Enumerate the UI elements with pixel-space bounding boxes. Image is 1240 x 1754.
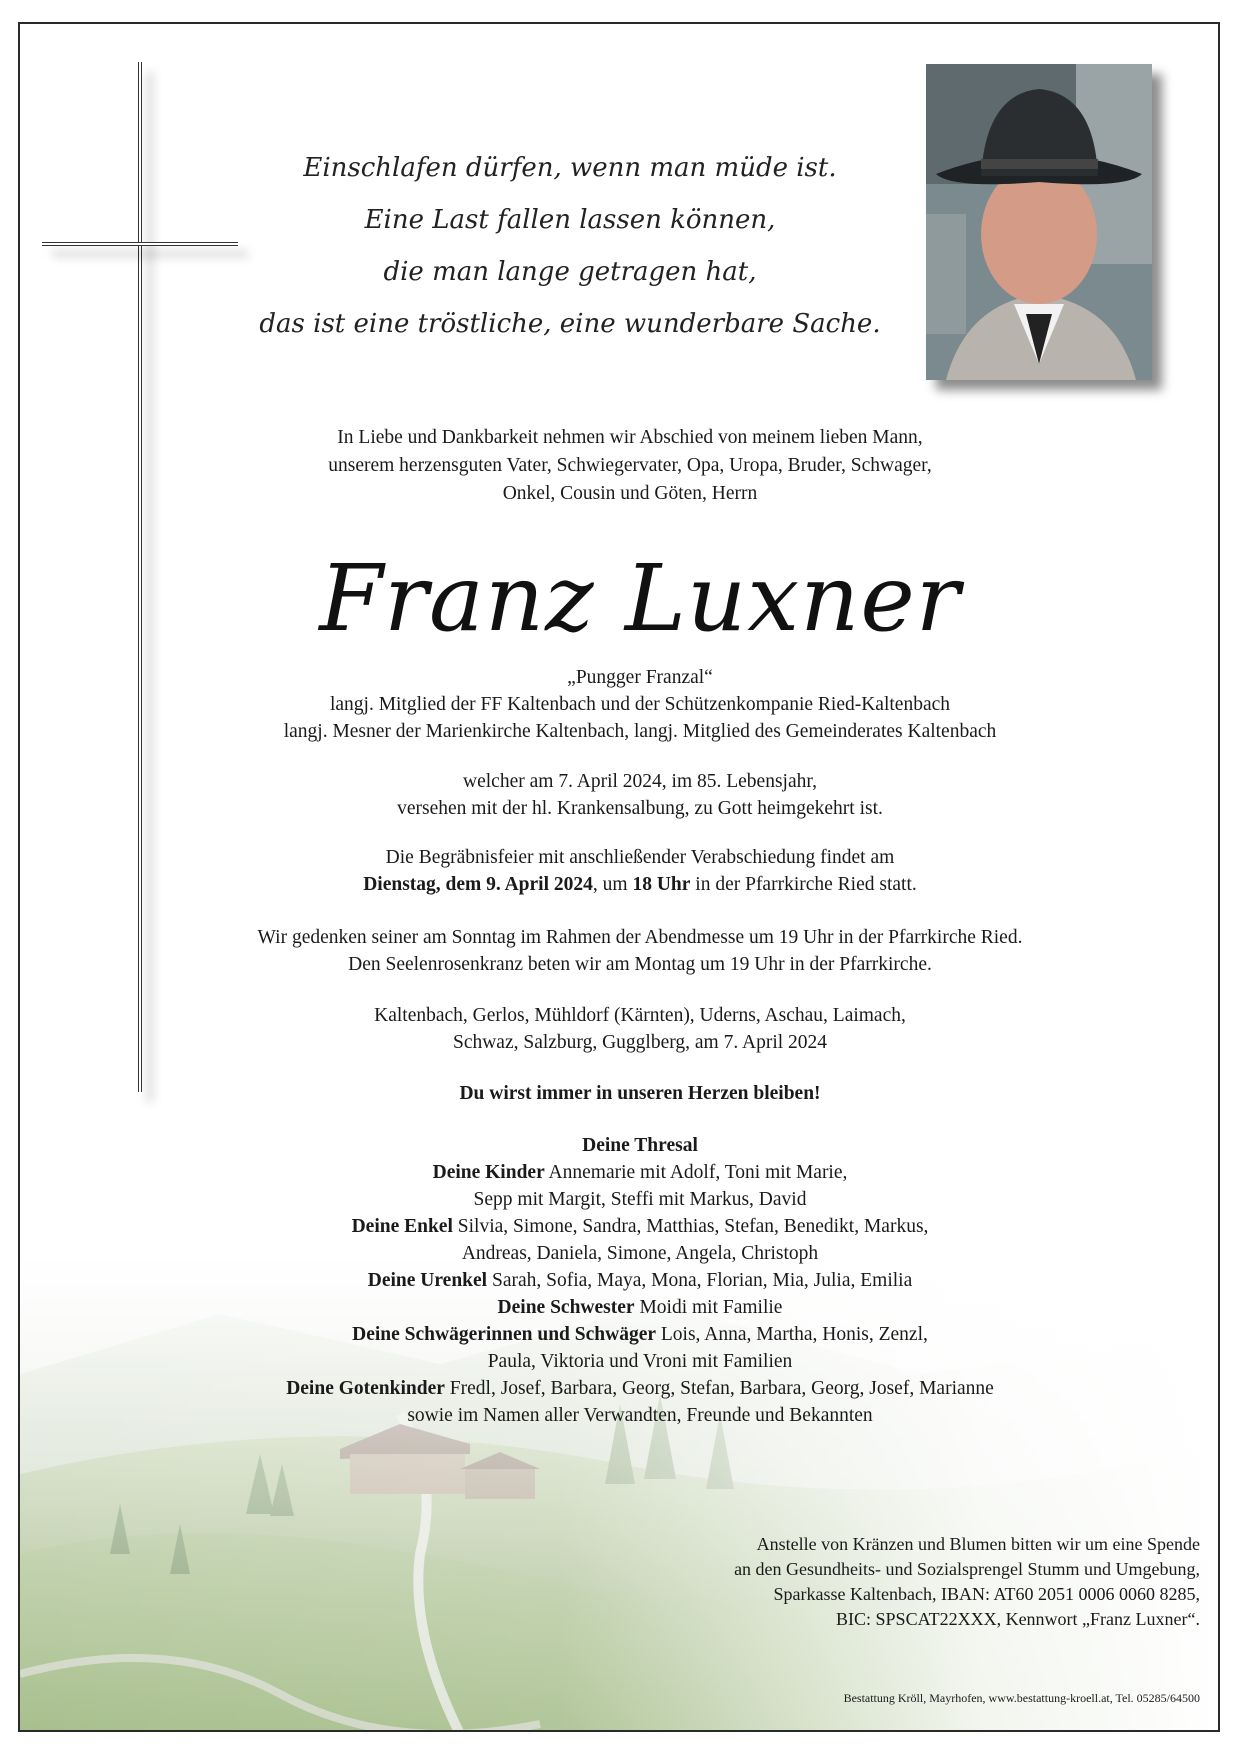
closing-line: sowie im Namen aller Verwandten, Freunde und Bekannten [407,1405,873,1426]
places-and-date [200,1002,1080,1056]
poem-line: Einschlafen dürfen, wenn man müde ist. [303,153,837,183]
funeral-time: 18 Uhr [632,874,691,895]
memorial-line: Den Seelenrosenkranz beten wir am Montag um 19 Uhr in der Pfarrkirche. [348,954,932,975]
intro-line: In Liebe und Dankbarkeit nehmen wir Abschied von meinem lieben Mann, [337,427,923,448]
places-line: Schwaz, Salzburg, Gugglberg, am 7. April 2024 [452,1032,828,1053]
funeral-date: Dienstag, dem 9. April 2024 [363,874,593,895]
grandchildren-line: Deine Enkel Silvia, Simone, Sandra, Matthias, Stefan, Benedikt, Markus, [351,1216,929,1237]
children-line: Deine Kinder Annemarie mit Adolf, Toni mit Marie, [432,1162,848,1183]
intro-line: unserem herzensguten Vater, Schwiegervater, Opa, Uropa, Bruder, Schwager, [328,455,932,476]
poem-line: die man lange getragen hat, [383,257,757,287]
death-line: versehen mit der hl. Krankensalbung, zu Gott heimgekehrt ist. [397,798,883,819]
family-list [200,1132,1080,1429]
funeral-home-footer: Bestattung Kröll, Mayrhofen, www.bestattung-kroell.at, Tel. 05285/64500 [843,1691,1200,1705]
sister-line: Deine Schwester Moidi mit Familie [497,1297,783,1318]
cross-vertical-beam [138,62,142,1092]
cross-horizontal-beam [42,242,238,246]
portrait-photo [926,64,1152,380]
intro-line: Onkel, Cousin und Göten, Herrn [502,483,758,504]
godchildren-line: Deine Gotenkinder Fredl, Josef, Barbara, Georg, Stefan, Barbara, Georg, Josef, Marianne [286,1378,994,1399]
intro-text [250,424,1010,508]
inlaws-line: Paula, Viktoria und Vroni mit Familien [487,1351,793,1372]
donation-line: BIC: SPSCAT22XXX, Kennwort „Franz Luxner“. [836,1609,1200,1629]
membership-line: langj. Mitglied der FF Kaltenbach und der Schützenkompanie Ried-Kaltenbach [329,694,951,715]
death-notice [200,768,1080,822]
poem-line: Eine Last fallen lassen können, [364,205,776,235]
nickname-and-memberships [200,664,1080,745]
wife: Deine Thresal [582,1135,698,1156]
funeral-date-line: Dienstag, dem 9. April 2024, um 18 Uhr in der Pfarrkirche Ried statt. [363,874,917,895]
memorial-info [200,924,1080,978]
deceased-name: Franz Luxner [319,545,961,652]
obituary-page [18,22,1220,1732]
nickname: „Pungger Franzal“ [567,667,713,688]
funeral-line: Die Begräbnisfeier mit anschließender Verabschiedung findet am [385,847,895,868]
grandchildren-line: Andreas, Daniela, Simone, Angela, Christoph [461,1243,819,1264]
donation-request [580,1532,1200,1632]
donation-line: an den Gesundheits- und Sozialsprengel Stumm und Umgebung, [734,1559,1200,1579]
great-grandchildren-line: Deine Urenkel Sarah, Sofia, Maya, Mona, Florian, Mia, Julia, Emilia [367,1270,913,1291]
membership-line: langj. Mesner der Marienkirche Kaltenbach, langj. Mitglied des Gemeinderates Kaltenbach [283,721,997,742]
funeral-info [200,844,1080,898]
death-line: welcher am 7. April 2024, im 85. Lebensjahr, [463,771,817,792]
poem [250,142,890,350]
memorial-line: Wir gedenken seiner am Sonntag im Rahmen der Abendmesse um 19 Uhr in der Pfarrkirche Ried. [257,927,1023,948]
places-line: Kaltenbach, Gerlos, Mühldorf (Kärnten), Uderns, Aschau, Laimach, [374,1005,906,1026]
donation-line: Anstelle von Kränzen und Blumen bitten wir um eine Spende [756,1534,1200,1554]
motto: Du wirst immer in unseren Herzen bleiben! [459,1083,821,1104]
poem-line: das ist eine tröstliche, eine wunderbare Sache. [259,309,881,339]
children-line: Sepp mit Margit, Steffi mit Markus, David [473,1189,807,1210]
donation-line: Sparkasse Kaltenbach, IBAN: AT60 2051 0006 0060 8285, [773,1584,1200,1604]
inlaws-line: Deine Schwägerinnen und Schwäger Lois, Anna, Martha, Honis, Zenzl, [352,1324,928,1345]
